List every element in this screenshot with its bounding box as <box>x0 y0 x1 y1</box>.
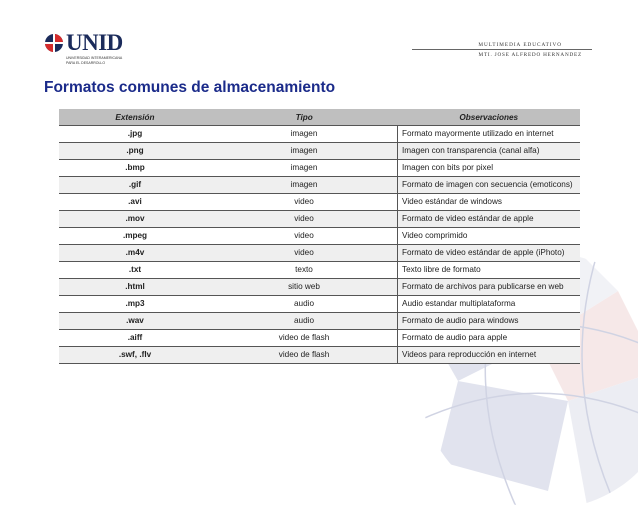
column-header-type: Tipo <box>211 109 398 126</box>
header-credits <box>412 42 592 58</box>
observation-cell: Audio estandar multiplataforma <box>398 296 581 313</box>
page-title: Formatos comunes de almacenamiento <box>44 79 336 96</box>
type-cell: imagen <box>211 143 398 160</box>
table-row <box>59 330 580 347</box>
type-cell: sitio web <box>211 279 398 296</box>
type-cell: video <box>211 245 398 262</box>
extension-cell: .html <box>59 279 211 296</box>
extension-cell: .gif <box>59 177 211 194</box>
observation-cell: Formato de audio para windows <box>398 313 581 330</box>
observation-cell: Formato de imagen con secuencia (emoticons) <box>398 177 581 194</box>
table-row <box>59 143 580 160</box>
table-row <box>59 296 580 313</box>
observation-cell: Video comprimido <box>398 228 581 245</box>
extension-cell: .bmp <box>59 160 211 177</box>
extension-cell: .swf, .flv <box>59 347 211 364</box>
observation-cell: Formato de audio para apple <box>398 330 581 347</box>
type-cell: video <box>211 194 398 211</box>
type-cell: audio <box>211 313 398 330</box>
table-body <box>59 126 580 364</box>
table-row <box>59 160 580 177</box>
table-row <box>59 126 580 143</box>
header-divider <box>412 49 592 50</box>
extension-cell: .jpg <box>59 126 211 143</box>
table-row <box>59 194 580 211</box>
table-row <box>59 279 580 296</box>
observation-cell: Formato de video estándar de apple <box>398 211 581 228</box>
logo-wordmark: UNID <box>66 30 123 55</box>
observation-cell: Formato mayormente utilizado en internet <box>398 126 581 143</box>
observation-cell: Video estándar de windows <box>398 194 581 211</box>
extension-cell: .mpeg <box>59 228 211 245</box>
author-label: MTI. JOSE ALFREDO HERNANDEZ <box>478 52 582 58</box>
extension-cell: .wav <box>59 313 211 330</box>
extension-cell: .txt <box>59 262 211 279</box>
table-row <box>59 313 580 330</box>
observation-cell: Imagen con transparencia (canal alfa) <box>398 143 581 160</box>
observation-cell: Imagen con bits por pixel <box>398 160 581 177</box>
type-cell: video <box>211 228 398 245</box>
table-row <box>59 245 580 262</box>
extension-cell: .m4v <box>59 245 211 262</box>
table-row <box>59 228 580 245</box>
observation-cell: Formato de archivos para publicarse en web <box>398 279 581 296</box>
column-header-extension: Extensión <box>59 109 211 126</box>
extension-cell: .mov <box>59 211 211 228</box>
formats-table <box>59 109 580 364</box>
observation-cell: Formato de video estándar de apple (iPhoto) <box>398 245 581 262</box>
type-cell: imagen <box>211 177 398 194</box>
department-label: MULTIMEDIA EDUCATIVO <box>478 42 562 48</box>
type-cell: video de flash <box>211 330 398 347</box>
table-header-row <box>59 109 580 126</box>
type-cell: video de flash <box>211 347 398 364</box>
observation-cell: Videos para reproducción en internet <box>398 347 581 364</box>
extension-cell: .png <box>59 143 211 160</box>
extension-cell: .avi <box>59 194 211 211</box>
extension-cell: .mp3 <box>59 296 211 313</box>
table-row <box>59 177 580 194</box>
observation-cell: Texto libre de formato <box>398 262 581 279</box>
unid-shield-icon <box>44 32 64 54</box>
column-header-observations: Observaciones <box>398 109 581 126</box>
unid-logo <box>44 30 124 70</box>
extension-cell: .aiff <box>59 330 211 347</box>
table-row <box>59 211 580 228</box>
type-cell: video <box>211 211 398 228</box>
type-cell: audio <box>211 296 398 313</box>
type-cell: texto <box>211 262 398 279</box>
type-cell: imagen <box>211 160 398 177</box>
type-cell: imagen <box>211 126 398 143</box>
logo-subtitle: UNIVERSIDAD INTERAMERICANA PARA EL DESARROLLO <box>66 56 123 65</box>
table-row <box>59 262 580 279</box>
table-row <box>59 347 580 364</box>
